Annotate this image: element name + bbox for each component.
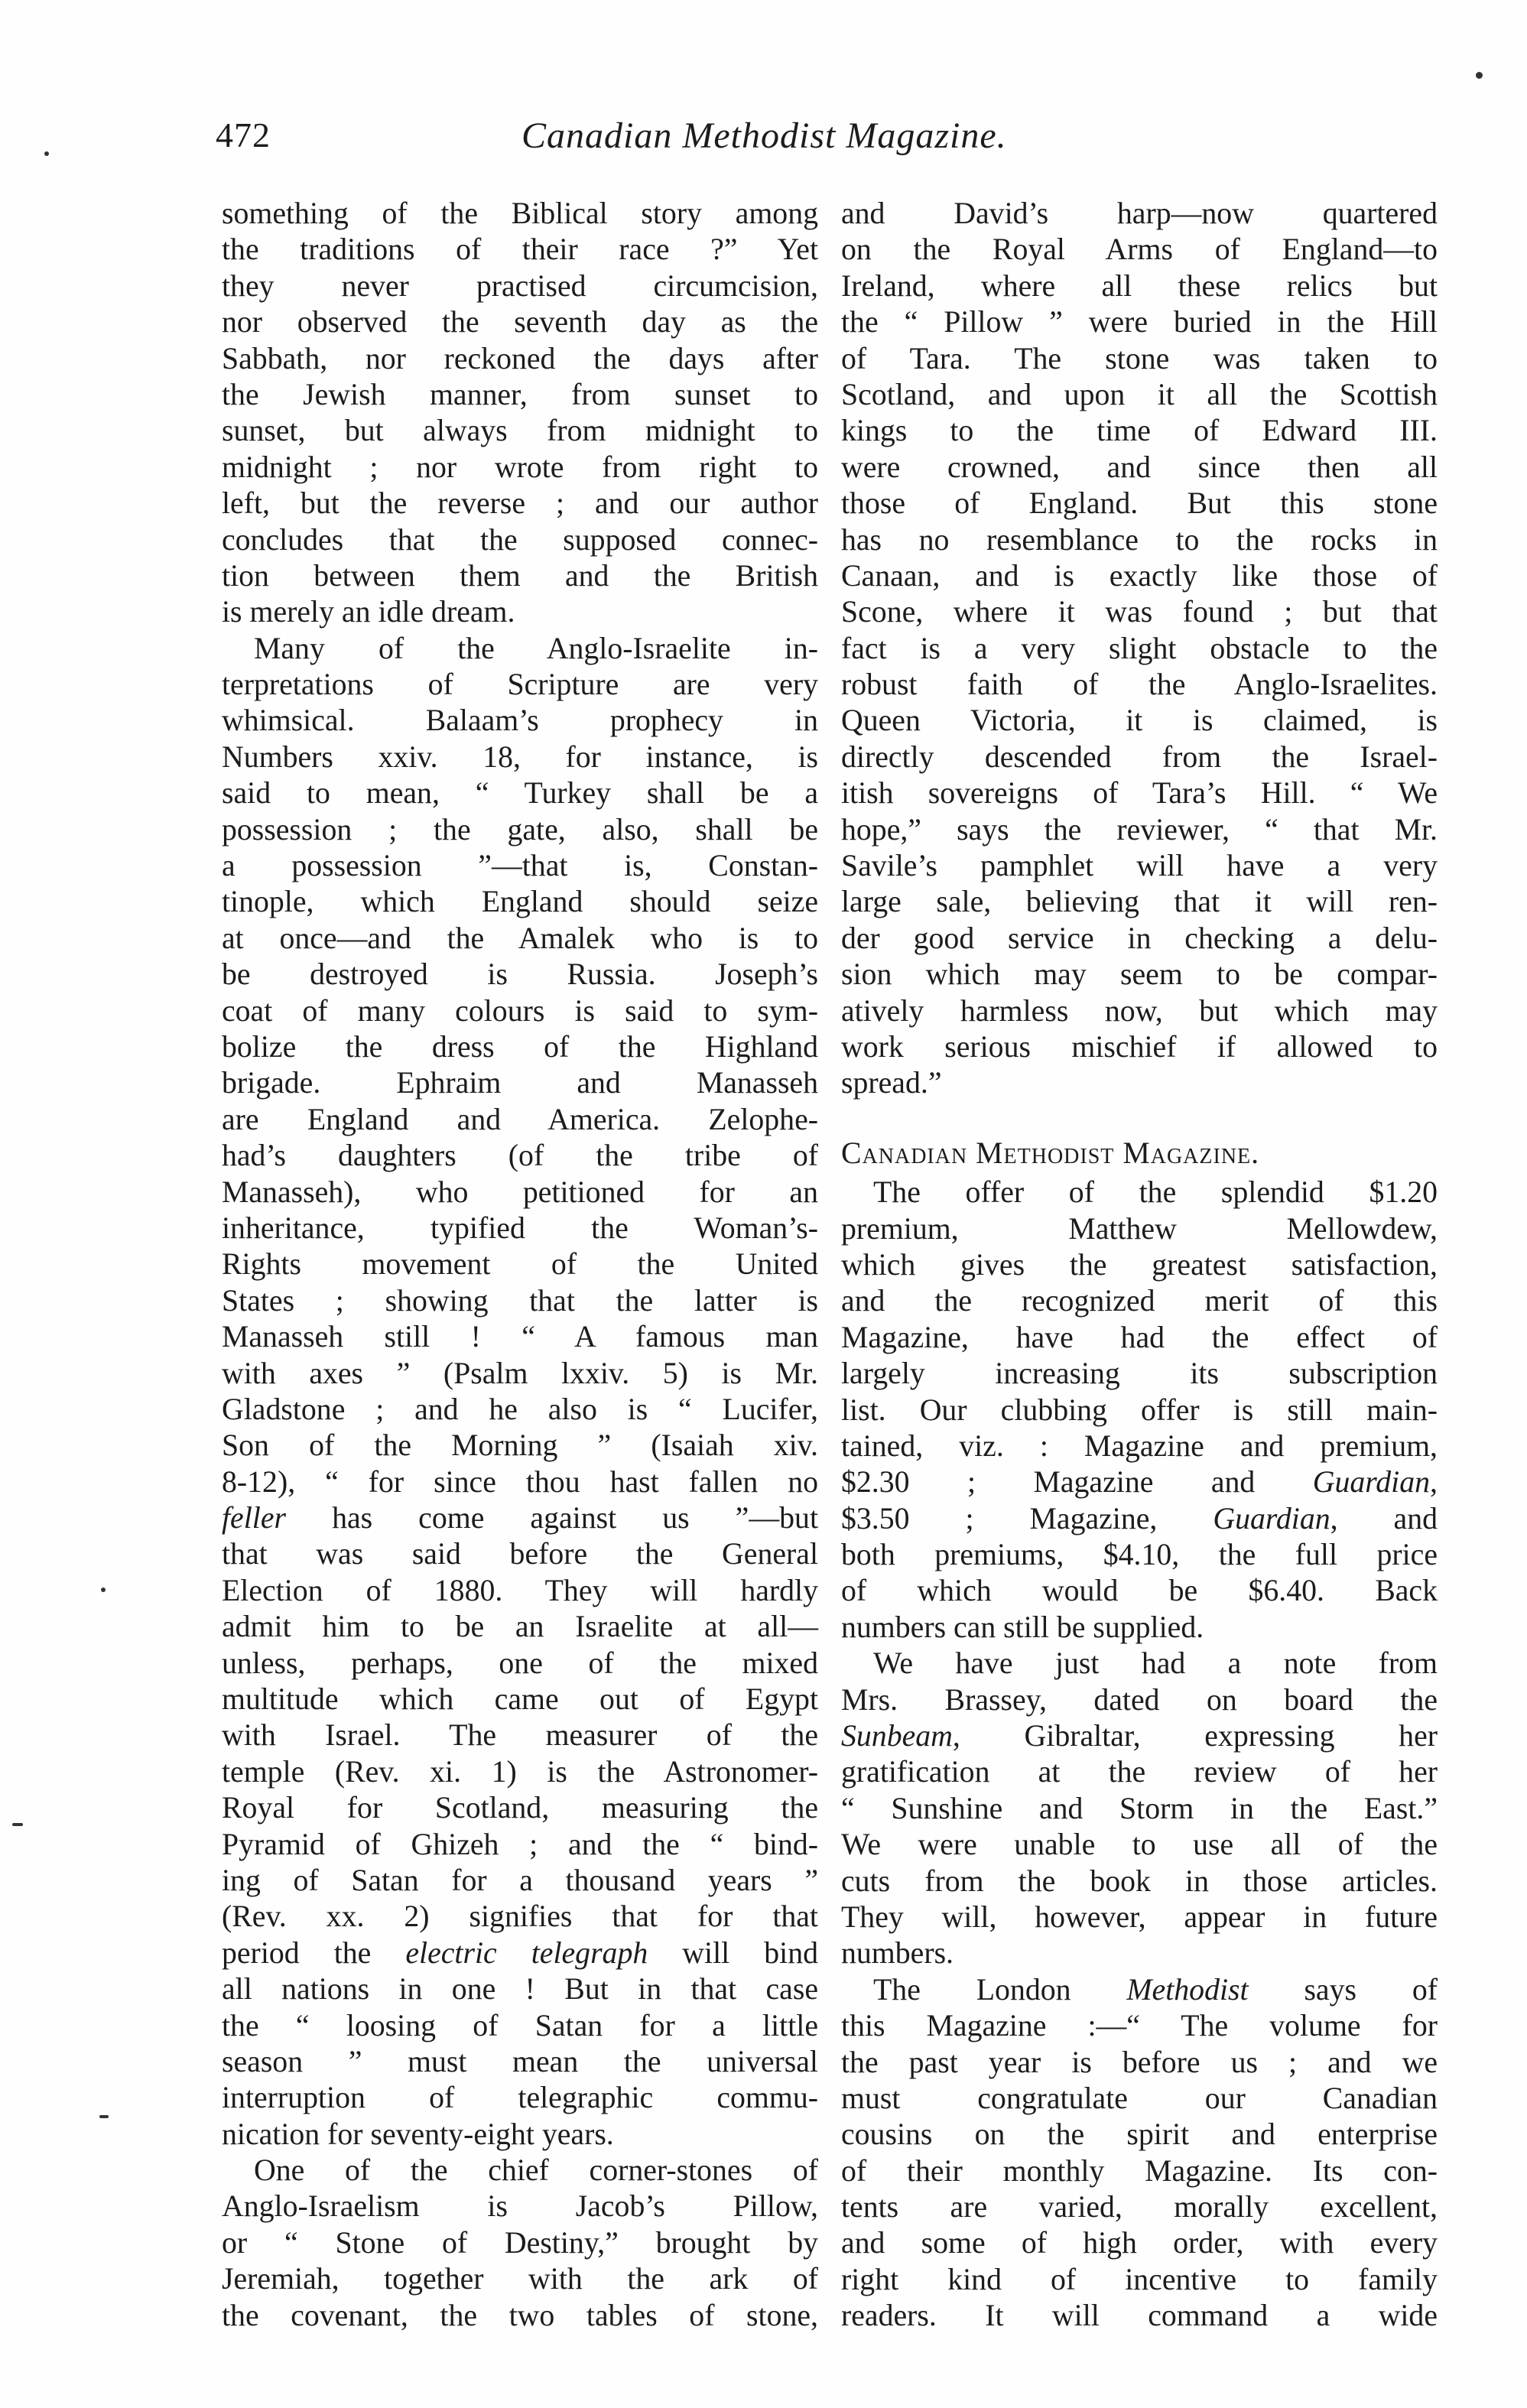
text-line: Magazine, have had the effect of bbox=[841, 1320, 1438, 1354]
text-line: Numbers xxiv. 18, for instance, is bbox=[222, 739, 818, 774]
text-line: gratification at the review of her bbox=[841, 1755, 1438, 1789]
text-line: has no resemblance to the rocks in bbox=[841, 522, 1438, 557]
text-line: and some of high order, with every bbox=[841, 2226, 1438, 2260]
text-line: Mrs. Brassey, dated on board the bbox=[841, 1682, 1438, 1717]
text-line: this Magazine :—“ The volume for bbox=[841, 2009, 1438, 2043]
text-line: a possession ”—that is, Constan- bbox=[222, 849, 818, 883]
page-number: 472 bbox=[216, 115, 271, 154]
text-line: readers. It will command a wide bbox=[841, 2299, 1438, 2333]
text-line: season ” must mean the universal bbox=[222, 2044, 818, 2078]
text-line: the past year is before us ; and we bbox=[841, 2045, 1438, 2079]
text-line: Queen Victoria, it is claimed, is bbox=[841, 704, 1438, 738]
text-line: Jeremiah, together with the ark of bbox=[222, 2262, 818, 2296]
text-line: atively harmless now, but which may bbox=[841, 993, 1438, 1028]
text-line: cousins on the spirit and enterprise bbox=[841, 2117, 1438, 2152]
text-line: States ; showing that the latter is bbox=[222, 1283, 818, 1318]
text-line: nication for seventy-eight years. bbox=[222, 2117, 614, 2151]
text-line: which gives the greatest satisfaction, bbox=[841, 1247, 1438, 1282]
text-line: must congratulate our Canadian bbox=[841, 2081, 1438, 2115]
text-line: had’s daughters (of the tribe of bbox=[222, 1139, 818, 1173]
text-line: said to mean, “ Turkey shall be a bbox=[222, 776, 818, 811]
text-line: sunset, but always from midnight to bbox=[222, 414, 818, 448]
text-line: and David’s harp—now quartered bbox=[841, 197, 1438, 230]
text-line: possession ; the gate, also, shall be bbox=[222, 812, 818, 847]
text-line: Anglo-Israelism is Jacob’s Pillow, bbox=[222, 2189, 818, 2224]
text-line: Election of 1880. They will hardly bbox=[222, 1573, 818, 1607]
text-line: work serious mischief if allowed to bbox=[841, 1029, 1438, 1064]
text-line: $3.50 ; Magazine, Guardian, and bbox=[841, 1501, 1438, 1535]
page-header bbox=[216, 115, 1431, 168]
print-speck bbox=[1476, 72, 1483, 79]
text-line: directly descended from the Israel- bbox=[841, 739, 1438, 774]
text-line: at once—and the Amalek who is to bbox=[222, 921, 818, 955]
text-line: nor observed the seventh day as the bbox=[222, 305, 818, 340]
text-line: with Israel. The measurer of the bbox=[222, 1718, 818, 1753]
text-line: coat of many colours is said to sym- bbox=[222, 993, 818, 1028]
text-line: (Rev. xx. 2) signifies that for that bbox=[222, 1899, 818, 1934]
text-line: cuts from the book in those articles. bbox=[841, 1864, 1438, 1898]
text-line: are England and America. Zelophe- bbox=[222, 1102, 818, 1136]
text-line: spread.” bbox=[841, 1066, 942, 1100]
text-line: Sabbath, nor reckoned the days after bbox=[222, 341, 818, 375]
text-line: We were unable to use all of the bbox=[841, 1828, 1438, 1862]
text-line: Savile’s pamphlet will have a very bbox=[841, 849, 1438, 883]
text-line: tents are varied, morally excellent, bbox=[841, 2190, 1438, 2224]
text-line: multitude which came out of Egypt bbox=[222, 1682, 818, 1717]
text-line: sion which may seem to be compar- bbox=[841, 957, 1438, 992]
text-line: concludes that the supposed connec- bbox=[222, 522, 818, 557]
text-line: all nations in one ! But in that case bbox=[222, 1972, 818, 2007]
text-line: numbers. bbox=[841, 1936, 954, 1971]
text-line: the “ Pillow ” were buried in the Hill bbox=[841, 305, 1438, 340]
text-line: fact is a very slight obstacle to the bbox=[841, 631, 1438, 665]
text-line: The offer of the splendid $1.20 bbox=[873, 1175, 1438, 1210]
text-line: robust faith of the Anglo-Israelites. bbox=[841, 668, 1438, 702]
text-line: temple (Rev. xi. 1) is the Astronomer- bbox=[222, 1754, 818, 1789]
text-line: bolize the dress of the Highland bbox=[222, 1029, 818, 1064]
text-line: period the electric telegraph will bind bbox=[222, 1935, 819, 1970]
text-line: of Tara. The stone was taken to bbox=[841, 341, 1438, 375]
text-line: Ireland, where all these relics but bbox=[841, 268, 1438, 303]
text-line: something of the Biblical story among bbox=[222, 197, 818, 230]
print-speck bbox=[12, 1823, 23, 1826]
running-title: Canadian Methodist Magazine. bbox=[521, 115, 1007, 156]
text-line: they never practised circumcision, bbox=[222, 268, 818, 303]
text-line: One of the chief corner-stones of bbox=[254, 2153, 818, 2188]
text-line: tinople, which England should seize bbox=[222, 885, 818, 919]
text-line: numbers can still be supplied. bbox=[841, 1610, 1204, 1644]
text-line: tion between them and the British bbox=[222, 558, 818, 593]
text-line: interruption of telegraphic commu- bbox=[222, 2081, 818, 2115]
text-line: the Jewish manner, from sunset to bbox=[222, 377, 818, 411]
text-line: The London Methodist says of bbox=[873, 1972, 1438, 2007]
text-line: brigade. Ephraim and Manasseh bbox=[222, 1066, 818, 1100]
text-line: premium, Matthew Mellowdew, bbox=[841, 1211, 1438, 1246]
text-line: $2.30 ; Magazine and Guardian, bbox=[841, 1465, 1438, 1500]
text-line: inheritance, typified the Woman’s- bbox=[222, 1210, 818, 1245]
text-line: right kind of incentive to family bbox=[841, 2262, 1438, 2296]
text-line: large sale, believing that it will ren- bbox=[841, 885, 1438, 919]
text-line: admit him to be an Israelite at all— bbox=[222, 1610, 818, 1644]
text-line: ing of Satan for a thousand years ” bbox=[222, 1863, 818, 1897]
text-line: 8-12), “ for since thou hast fallen no bbox=[222, 1464, 818, 1499]
text-line: Rights movement of the United bbox=[222, 1247, 818, 1282]
text-line: with axes ” (Psalm lxxiv. 5) is Mr. bbox=[222, 1356, 818, 1390]
text-line: the “ loosing of Satan for a little bbox=[222, 2008, 818, 2042]
text-line: of their monthly Magazine. Its con- bbox=[841, 2153, 1438, 2188]
text-line: Royal for Scotland, measuring the bbox=[222, 1791, 818, 1825]
text-line: itish sovereigns of Tara’s Hill. “ We bbox=[841, 776, 1438, 811]
text-line: Scone, where it was found ; but that bbox=[841, 595, 1438, 629]
text-line: midnight ; nor wrote from right to bbox=[222, 450, 818, 484]
text-line: Scotland, and upon it all the Scottish bbox=[841, 377, 1438, 411]
text-line: We have just had a note from bbox=[873, 1646, 1438, 1681]
print-speck bbox=[44, 151, 49, 156]
text-line: were crowned, and since then all bbox=[841, 450, 1438, 484]
text-line: They will, however, appear in future bbox=[841, 1899, 1438, 1934]
text-line: left, but the reverse ; and our author bbox=[222, 486, 818, 521]
text-line: and the recognized merit of this bbox=[841, 1284, 1438, 1318]
text-line: or “ Stone of Destiny,” brought by bbox=[222, 2225, 818, 2260]
text-line: largely increasing its subscription bbox=[841, 1357, 1438, 1391]
text-line: Gladstone ; and he also is “ Lucifer, bbox=[222, 1392, 818, 1426]
text-line: tained, viz. : Magazine and premium, bbox=[841, 1428, 1438, 1463]
text-line: Manasseh still ! “ A famous man bbox=[222, 1320, 818, 1354]
text-line: der good service in checking a delu- bbox=[841, 921, 1438, 955]
text-line: Sunbeam, Gibraltar, expressing her bbox=[841, 1719, 1438, 1753]
print-speck bbox=[99, 2115, 109, 2118]
text-line: Manasseh), who petitioned for an bbox=[222, 1175, 818, 1209]
text-line: that was said before the General bbox=[222, 1537, 818, 1571]
section-heading: Canadian Methodist Magazine. bbox=[841, 1136, 1260, 1170]
text-line: is merely an idle dream. bbox=[222, 595, 515, 629]
text-line: be destroyed is Russia. Joseph’s bbox=[222, 957, 818, 992]
text-line: “ Sunshine and Storm in the East.” bbox=[841, 1791, 1438, 1825]
text-line: both premiums, $4.10, the full price bbox=[841, 1538, 1438, 1572]
text-line: the covenant, the two tables of stone, bbox=[222, 2298, 818, 2332]
text-line: feller has come against us ”—but bbox=[222, 1501, 818, 1535]
text-line: whimsical. Balaam’s prophecy in bbox=[222, 704, 818, 738]
text-line: Many of the Anglo-Israelite in- bbox=[254, 631, 818, 665]
text-line: unless, perhaps, one of the mixed bbox=[222, 1646, 818, 1680]
print-speck bbox=[101, 1587, 106, 1592]
text-line: the traditions of their race ?” Yet bbox=[222, 232, 818, 267]
text-line: of which would be $6.40. Back bbox=[841, 1574, 1438, 1608]
text-line: hope,” says the reviewer, “ that Mr. bbox=[841, 812, 1438, 847]
text-line: those of England. But this stone bbox=[841, 486, 1438, 521]
text-line: list. Our clubbing offer is still main- bbox=[841, 1392, 1438, 1427]
text-line: Son of the Morning ” (Isaiah xiv. bbox=[222, 1428, 818, 1463]
text-line: on the Royal Arms of England—to bbox=[841, 232, 1438, 267]
left-column bbox=[222, 196, 818, 2334]
text-line: terpretations of Scripture are very bbox=[222, 668, 818, 702]
text-line: kings to the time of Edward III. bbox=[841, 414, 1438, 448]
text-line: Canaan, and is exactly like those of bbox=[841, 558, 1438, 593]
right-column bbox=[841, 196, 1438, 2335]
text-line: Pyramid of Ghizeh ; and the “ bind- bbox=[222, 1827, 818, 1861]
